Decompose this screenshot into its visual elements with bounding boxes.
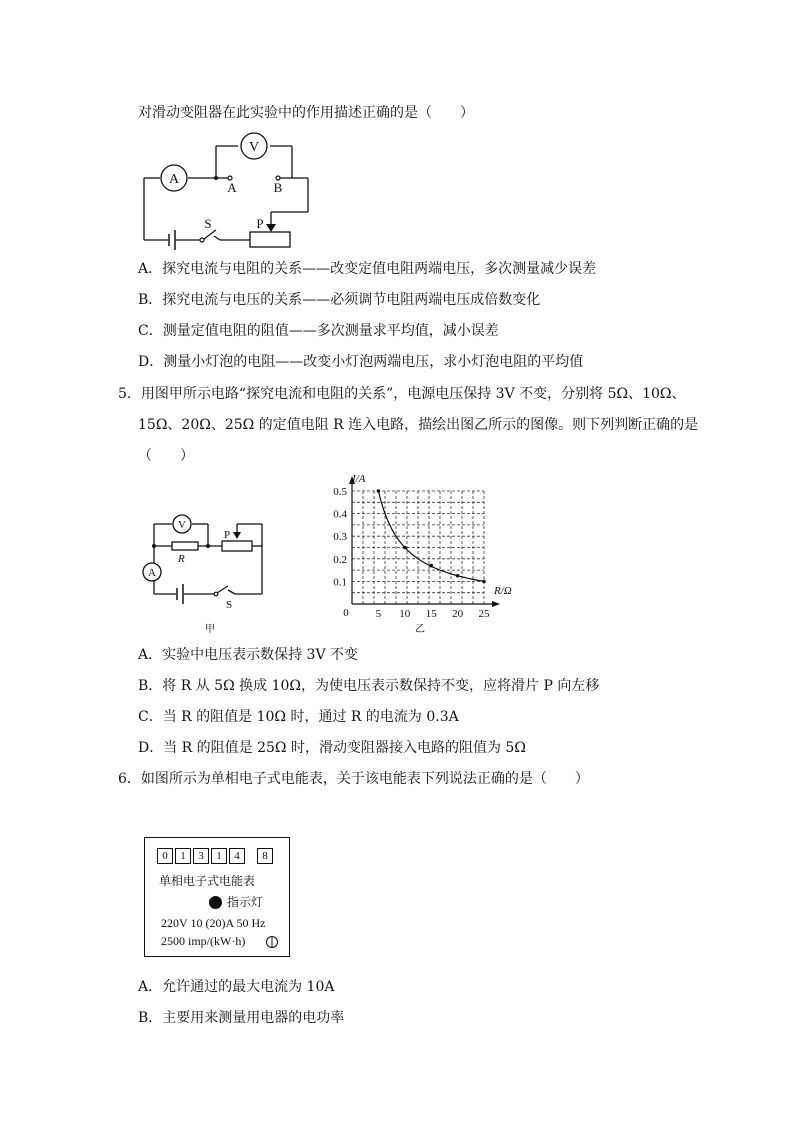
x-axis-label: R/Ω [494, 585, 512, 597]
data-point [403, 546, 407, 550]
q5-option-c: C．当 R 的阻值是 10Ω 时，通过 R 的电流为 0.3A [138, 709, 459, 725]
q4-option-b: B．探究电流与电压的关系——必须调节电阻两端电压成倍数变化 [138, 292, 541, 308]
q4-option-a: A．探究电流与电阻的关系——改变定值电阻两端电压，多次测量减少误差 [138, 261, 597, 277]
x-tick-label: 20 [452, 608, 464, 620]
meter-digit: 1 [175, 848, 191, 864]
q5-stem-line3: （ ） [138, 448, 194, 464]
q6-option-b: B．主要用来测量用电器的电功率 [138, 1010, 345, 1026]
graph-caption: 乙 [415, 624, 425, 635]
svg-text:S: S [204, 216, 212, 231]
q5-iv-graph [328, 470, 528, 640]
x-tick-label: 25 [478, 608, 490, 620]
q5-option-b: B．将 R 从 5Ω 换成 10Ω，为使电压表示数保持不变，应将滑片 P 向左移 [138, 678, 600, 694]
y-tick-label: 0.4 [333, 508, 347, 521]
indicator-light-icon [209, 896, 222, 909]
svg-text:P: P [224, 529, 231, 541]
svg-text:B: B [273, 180, 283, 195]
q5-option-a: A．实验中电压表示数保持 3V 不变 [138, 647, 359, 663]
svg-text:R: R [178, 553, 185, 565]
svg-text:A: A [168, 172, 180, 187]
svg-text:A: A [148, 567, 156, 579]
svg-text:P: P [256, 216, 264, 231]
q4-circuit-diagram [138, 130, 318, 250]
svg-text:V: V [248, 140, 260, 155]
q5-stem-line2: 15Ω、20Ω、25Ω 的定值电阻 R 连入电路，描绘出图乙所示的图像。则下列判断正确的是 [138, 417, 699, 433]
data-point [429, 564, 433, 568]
electricity-meter [144, 837, 290, 957]
meter-constant: 2500 imp/(kW·h) [161, 934, 246, 948]
data-point [377, 489, 381, 493]
y-tick-label: 0.3 [333, 531, 347, 544]
y-tick-label: 0.1 [333, 576, 347, 589]
q6-stem: 6．如图所示为单相电子式电能表，关于该电能表下列说法正确的是（ ） [118, 771, 589, 787]
meter-title: 单相电子式电能表 [159, 874, 256, 888]
svg-text:甲: 甲 [205, 624, 215, 635]
q4-option-d: D．测量小灯泡的电阻——改变小灯泡两端电压，求小灯泡电阻的平均值 [138, 354, 584, 370]
data-point [456, 574, 460, 578]
meter-reading [157, 848, 275, 864]
q5-stem-line1: 5．用图甲所示电路“探究电流和电阻的关系”，电源电压保持 3V 不变，分别将 5Ω、10Ω、 [118, 386, 686, 402]
y-axis-label: I/A [352, 473, 366, 485]
q4-stem: 对滑动变阻器在此实验中的作用描述正确的是（ ） [138, 105, 474, 121]
meter-rating: 220V 10 (20)A 50 Hz [161, 916, 266, 930]
meter-digit: 0 [157, 848, 173, 864]
meter-digit: 3 [193, 848, 209, 864]
meter-digit: 4 [229, 848, 245, 864]
data-point [482, 580, 486, 584]
y-tick-label: 0.5 [333, 486, 347, 498]
q5-option-d: D．当 R 的阻值是 25Ω 时，滑动变阻器接入电路的阻值为 5Ω [138, 740, 526, 756]
origin-label: 0 [343, 607, 349, 619]
meter-decimal-digit: 8 [257, 848, 273, 864]
q4-option-c: C．测量定值电阻的阻值——多次测量求平均值，减小误差 [138, 323, 499, 339]
y-tick-label: 0.2 [333, 553, 347, 566]
indicator-label: 指示灯 [227, 895, 264, 909]
x-tick-label: 5 [375, 608, 382, 620]
q5-circuit-diagram [140, 508, 280, 638]
svg-text:A: A [227, 180, 237, 195]
meter-digit: 1 [211, 848, 227, 864]
x-tick-label: 15 [425, 608, 437, 620]
q6-option-a: A．允许通过的最大电流为 10A [138, 979, 335, 995]
svg-text:V: V [178, 519, 186, 531]
meter-symbol-icon [265, 935, 279, 949]
svg-text:S: S [226, 599, 233, 611]
x-tick-label: 10 [399, 608, 411, 620]
